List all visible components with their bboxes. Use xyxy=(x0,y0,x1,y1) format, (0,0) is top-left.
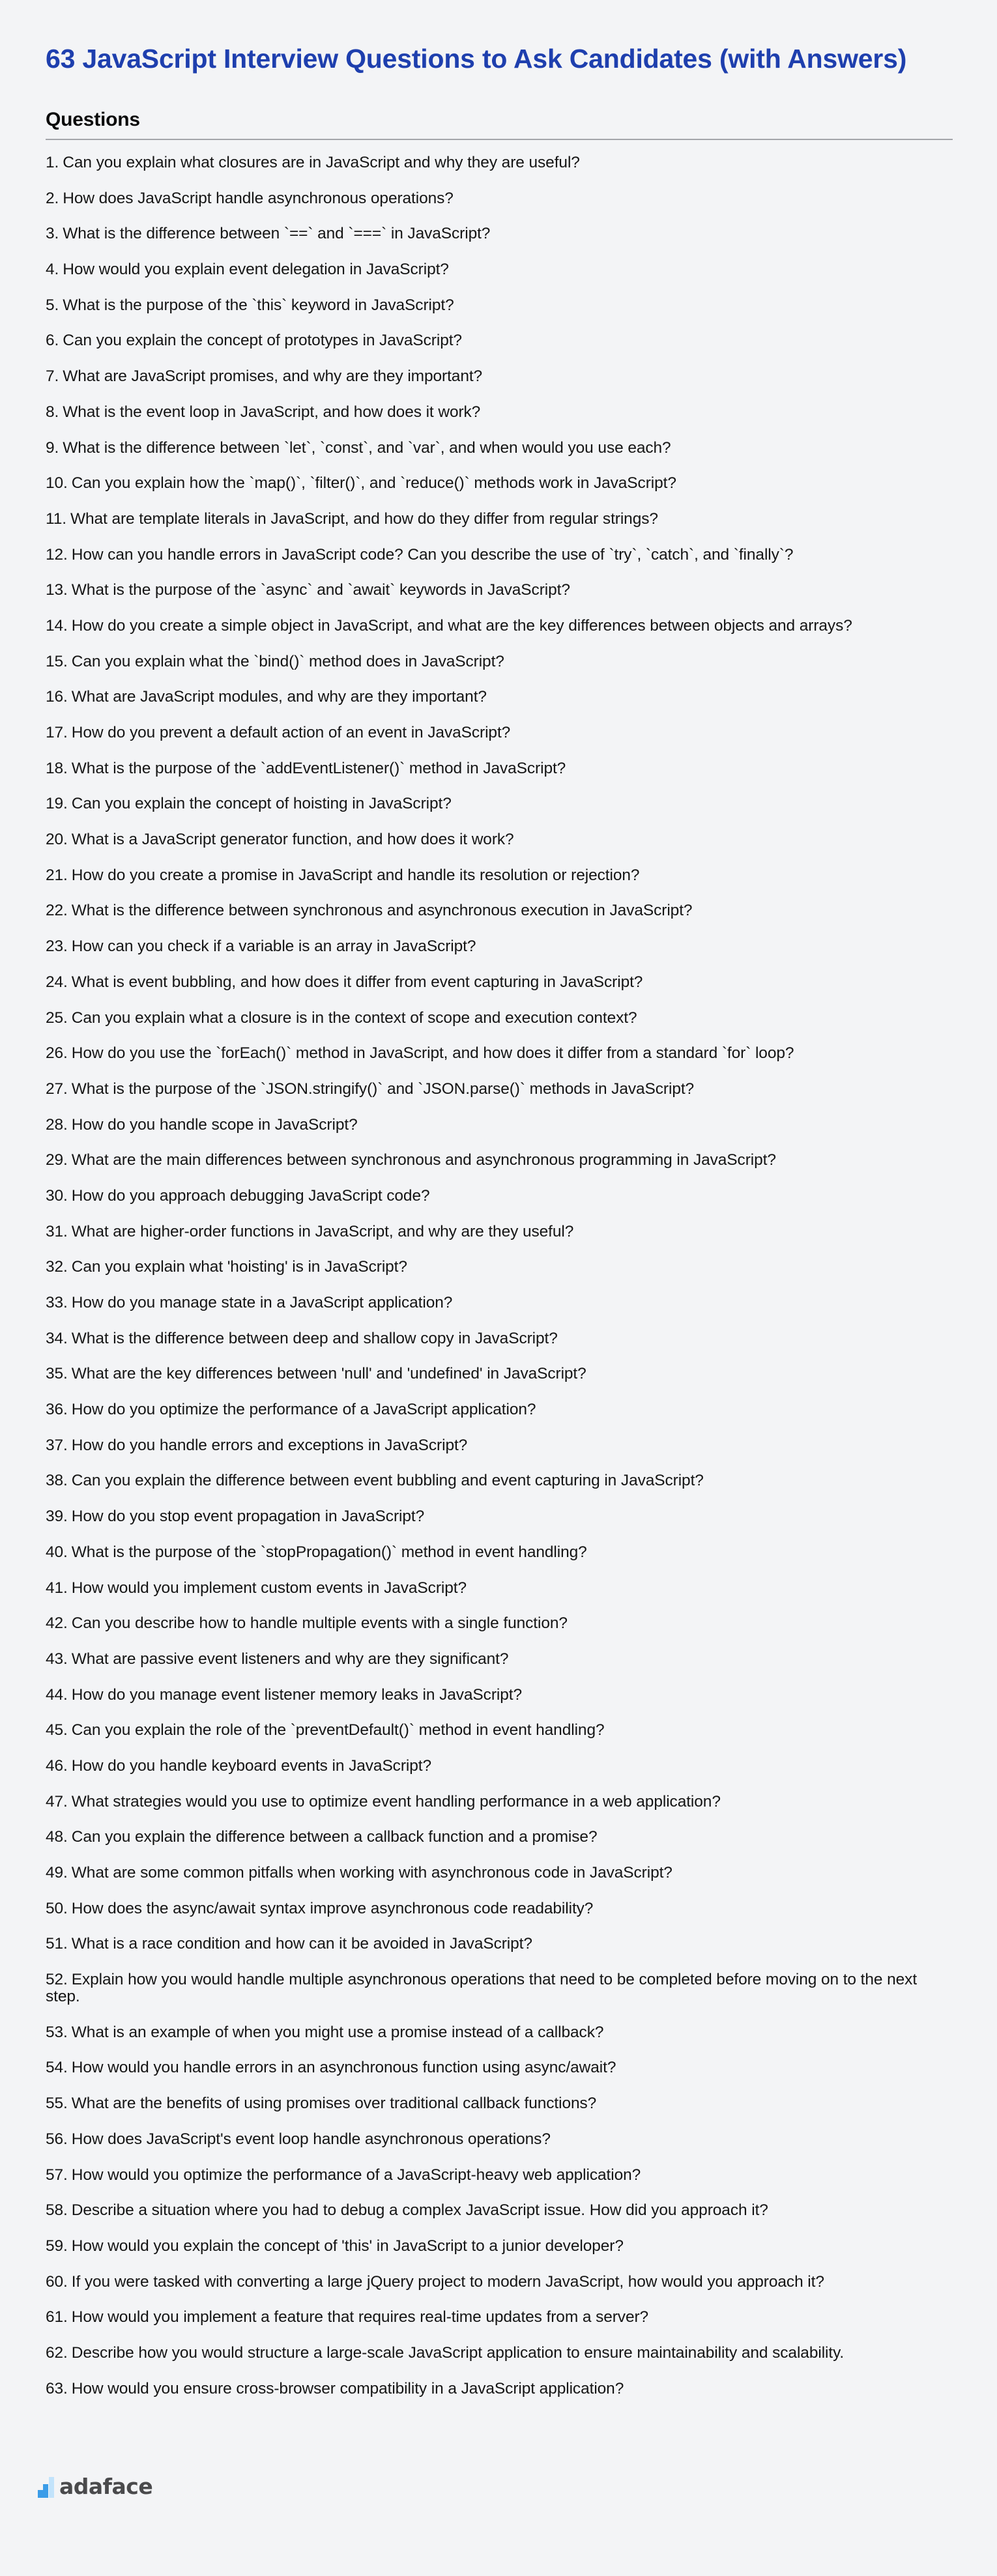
question-text: Describe a situation where you had to debug a complex JavaScript issue. How did you approach it? xyxy=(71,2201,768,2220)
question-item xyxy=(46,1722,953,1739)
question-number: 29. xyxy=(46,1151,68,1169)
question-item xyxy=(46,1010,953,1027)
question-item xyxy=(46,2381,953,2397)
question-text: What is an example of when you might use a promise instead of a callback? xyxy=(71,2023,604,2041)
question-number: 6. xyxy=(46,332,59,350)
question-number: 56. xyxy=(46,2130,68,2148)
question-item xyxy=(46,1295,953,1311)
question-item xyxy=(46,2095,953,2112)
question-item xyxy=(46,511,953,528)
question-number: 43. xyxy=(46,1650,68,1668)
question-number: 20. xyxy=(46,831,68,849)
question-text: If you were tasked with converting a large jQuery project to modern JavaScript, how would you approach it? xyxy=(71,2272,824,2291)
question-text: What is the difference between `let`, `const`, and `var`, and when would you use each? xyxy=(63,438,671,457)
question-text: How do you handle scope in JavaScript? xyxy=(71,1115,358,1134)
question-item xyxy=(46,1900,953,1917)
question-item xyxy=(46,1508,953,1525)
question-number: 31. xyxy=(46,1222,68,1240)
question-number: 32. xyxy=(46,1258,68,1276)
question-text: What are template literals in JavaScript, and how do they differ from regular strings? xyxy=(70,509,658,528)
page-title: 63 JavaScript Interview Questions to Ask Candidates (with Answers) xyxy=(46,44,907,74)
question-item xyxy=(46,154,953,171)
question-item xyxy=(46,440,953,457)
question-text: What are JavaScript modules, and why are they important? xyxy=(71,688,487,706)
question-text: How can you handle errors in JavaScript code? Can you describe the use of `try`, `catch`, and `finally`? xyxy=(71,545,794,564)
question-text: What are passive event listeners and why are they significant? xyxy=(71,1650,509,1668)
question-number: 9. xyxy=(46,438,59,457)
question-number: 8. xyxy=(46,403,59,421)
question-text: How do you create a simple object in JavaScript, and what are the key differences between objects and arrays? xyxy=(71,616,852,635)
question-number: 59. xyxy=(46,2237,68,2255)
question-number: 22. xyxy=(46,902,68,920)
question-text: Can you explain the difference between event bubbling and event capturing in JavaScript? xyxy=(71,1472,704,1490)
question-text: What is the purpose of the `JSON.stringify()` and `JSON.parse()` methods in JavaScript? xyxy=(71,1080,695,1098)
question-number: 7. xyxy=(46,367,59,386)
question-number: 36. xyxy=(46,1401,68,1419)
question-number: 15. xyxy=(46,652,68,670)
question-item xyxy=(46,2167,953,2184)
question-text: What is the purpose of the `stopPropagation()` method in event handling? xyxy=(71,1543,587,1561)
question-item xyxy=(46,1794,953,1810)
question-text: How does JavaScript's event loop handle asynchronous operations? xyxy=(71,2130,551,2148)
question-number: 44. xyxy=(46,1685,68,1704)
question-number: 30. xyxy=(46,1186,68,1205)
question-item xyxy=(46,2131,953,2148)
question-number: 35. xyxy=(46,1365,68,1383)
logo-bar-mid xyxy=(43,2484,48,2498)
question-number: 23. xyxy=(46,937,68,956)
question-item xyxy=(46,1045,953,1062)
questions-list xyxy=(46,154,953,2397)
question-item xyxy=(46,547,953,564)
question-text: Can you describe how to handle multiple events with a single function? xyxy=(71,1614,568,1633)
question-item xyxy=(46,724,953,741)
question-text: How do you approach debugging JavaScript code? xyxy=(71,1186,430,1205)
question-item xyxy=(46,1472,953,1489)
question-item xyxy=(46,225,953,242)
question-number: 4. xyxy=(46,261,59,279)
question-number: 28. xyxy=(46,1115,68,1134)
question-item xyxy=(46,1758,953,1775)
question-text: How would you handle errors in an asynchronous function using async/await? xyxy=(71,2059,616,2077)
question-item xyxy=(46,1366,953,1382)
section-heading-questions: Questions xyxy=(46,109,140,130)
question-number: 27. xyxy=(46,1080,68,1098)
question-number: 62. xyxy=(46,2343,68,2362)
question-text: Can you explain what the `bind()` method does in JavaScript? xyxy=(71,652,504,670)
question-text: What is the purpose of the `async` and `await` keywords in JavaScript? xyxy=(71,581,570,599)
question-text: Describe how you would structure a large-scale JavaScript application to ensure maintainability and scalability. xyxy=(71,2343,845,2362)
question-item xyxy=(46,2024,953,2041)
question-item xyxy=(46,938,953,955)
question-number: 61. xyxy=(46,2308,68,2326)
question-text: How can you check if a variable is an array in JavaScript? xyxy=(71,937,476,956)
question-text: How do you handle keyboard events in JavaScript? xyxy=(71,1756,431,1775)
question-item xyxy=(46,2309,953,2326)
question-item xyxy=(46,297,953,314)
question-number: 50. xyxy=(46,1899,68,1917)
question-number: 54. xyxy=(46,2059,68,2077)
question-text: How would you optimize the performance of a JavaScript-heavy web application? xyxy=(71,2166,641,2184)
question-item xyxy=(46,1936,953,1953)
question-item xyxy=(46,2274,953,2291)
question-number: 10. xyxy=(46,474,68,493)
question-item xyxy=(46,689,953,706)
question-text: What is the difference between deep and shallow copy in JavaScript? xyxy=(71,1329,558,1347)
question-item xyxy=(46,2202,953,2219)
question-text: What are the main differences between synchronous and asynchronous programming in JavaScript? xyxy=(71,1151,776,1169)
question-number: 21. xyxy=(46,866,68,884)
question-item xyxy=(46,618,953,635)
question-item xyxy=(46,1829,953,1846)
question-number: 48. xyxy=(46,1828,68,1846)
footer-logo[interactable] xyxy=(38,2474,152,2498)
question-number: 24. xyxy=(46,973,68,991)
question-number: 1. xyxy=(46,154,59,171)
question-text: What is the purpose of the `this` keyword in JavaScript? xyxy=(63,296,454,314)
question-text: Can you explain the concept of prototypes in JavaScript? xyxy=(63,332,462,350)
question-item xyxy=(46,1081,953,1098)
question-item xyxy=(46,867,953,884)
question-text: How do you prevent a default action of an event in JavaScript? xyxy=(71,724,511,741)
question-number: 26. xyxy=(46,1044,68,1063)
section-divider xyxy=(46,139,953,140)
question-number: 2. xyxy=(46,189,59,207)
question-text: How would you explain event delegation in JavaScript? xyxy=(63,261,449,279)
question-text: What strategies would you use to optimize event handling performance in a web application? xyxy=(71,1792,721,1810)
question-number: 58. xyxy=(46,2201,68,2220)
question-text: What is the difference between `==` and `===` in JavaScript? xyxy=(63,225,491,243)
question-text: Can you explain what 'hoisting' is in JavaScript? xyxy=(71,1258,407,1276)
question-number: 14. xyxy=(46,616,68,635)
question-number: 5. xyxy=(46,296,59,314)
question-number: 3. xyxy=(46,225,59,243)
question-item xyxy=(46,582,953,599)
question-item xyxy=(46,368,953,385)
question-text: Can you explain the concept of hoisting in JavaScript? xyxy=(71,795,452,813)
question-item xyxy=(46,1865,953,1882)
question-text: How would you implement custom events in JavaScript? xyxy=(71,1579,467,1597)
question-text: What is a JavaScript generator function, and how does it work? xyxy=(71,831,514,849)
question-text: How does the async/await syntax improve asynchronous code readability? xyxy=(71,1899,594,1917)
question-text: What are the key differences between 'null' and 'undefined' in JavaScript? xyxy=(71,1365,586,1383)
question-item xyxy=(46,1401,953,1418)
question-text: How do you use the `forEach()` method in JavaScript, and how does it differ from a standard `for` loop? xyxy=(71,1044,794,1063)
question-item xyxy=(46,1330,953,1347)
question-text: What are JavaScript promises, and why are they important? xyxy=(63,367,483,386)
question-item xyxy=(46,795,953,812)
question-number: 57. xyxy=(46,2166,68,2184)
question-item xyxy=(46,831,953,848)
question-text: How do you create a promise in JavaScript and handle its resolution or rejection? xyxy=(71,866,640,884)
logo-wordmark: adaface xyxy=(59,2474,153,2499)
bar-chart-logo-icon xyxy=(38,2477,55,2498)
question-item xyxy=(46,1259,953,1276)
question-text: How would you ensure cross-browser compatibility in a JavaScript application? xyxy=(71,2379,624,2397)
question-number: 25. xyxy=(46,1009,68,1027)
question-item xyxy=(46,1971,953,2005)
question-text: What is the event loop in JavaScript, and how does it work? xyxy=(63,403,481,421)
question-number: 16. xyxy=(46,688,68,706)
question-text: How would you implement a feature that requires real-time updates from a server? xyxy=(71,2308,649,2326)
question-text: How do you handle errors and exceptions in JavaScript? xyxy=(71,1436,468,1454)
question-item xyxy=(46,1437,953,1454)
question-item xyxy=(46,1687,953,1704)
question-item xyxy=(46,1188,953,1205)
question-text: Can you explain what a closure is in the context of scope and execution context? xyxy=(71,1009,637,1027)
question-number: 55. xyxy=(46,2095,68,2113)
question-text: How do you optimize the performance of a JavaScript application? xyxy=(71,1401,536,1419)
question-text: What is the difference between synchronous and asynchronous execution in JavaScript? xyxy=(71,902,693,920)
question-text: How does JavaScript handle asynchronous operations? xyxy=(63,189,454,207)
question-text: What are higher-order functions in JavaScript, and why are they useful? xyxy=(71,1222,574,1240)
question-item xyxy=(46,902,953,919)
question-text: Explain how you would handle multiple asynchronous operations that need to be completed before moving on to the next step. xyxy=(46,1971,918,2006)
question-text: What are some common pitfalls when working with asynchronous code in JavaScript? xyxy=(71,1864,672,1882)
question-item xyxy=(46,1651,953,1668)
question-text: What is the purpose of the `addEventListener()` method in JavaScript? xyxy=(71,759,566,777)
question-number: 45. xyxy=(46,1721,68,1739)
question-number: 11. xyxy=(46,509,66,528)
question-text: Can you explain the role of the `preventDefault()` method in event handling? xyxy=(71,1721,605,1739)
question-item xyxy=(46,1615,953,1632)
question-text: What is event bubbling, and how does it differ from event capturing in JavaScript? xyxy=(71,973,643,991)
question-item xyxy=(46,760,953,777)
question-item xyxy=(46,261,953,278)
question-item xyxy=(46,2238,953,2255)
question-item xyxy=(46,1224,953,1240)
question-item xyxy=(46,1544,953,1561)
question-text: What are the benefits of using promises over traditional callback functions? xyxy=(71,2095,597,2113)
question-text: How would you explain the concept of 'this' in JavaScript to a junior developer? xyxy=(71,2237,624,2255)
question-number: 42. xyxy=(46,1614,68,1633)
question-item xyxy=(46,2345,953,2362)
question-number: 34. xyxy=(46,1329,68,1347)
question-item xyxy=(46,332,953,349)
question-number: 38. xyxy=(46,1472,68,1490)
question-number: 41. xyxy=(46,1579,68,1597)
question-number: 39. xyxy=(46,1508,68,1526)
question-text: How do you manage state in a JavaScript application? xyxy=(71,1294,453,1311)
question-number: 19. xyxy=(46,795,68,813)
question-item xyxy=(46,190,953,207)
logo-bar-tall xyxy=(49,2477,54,2498)
question-text: How do you stop event propagation in JavaScript? xyxy=(71,1508,425,1526)
question-text: Can you explain the difference between a callback function and a promise? xyxy=(71,1828,598,1846)
question-number: 51. xyxy=(46,1935,68,1953)
question-item xyxy=(46,2059,953,2076)
question-text: Can you explain how the `map()`, `filter()`, and `reduce()` methods work in JavaScript? xyxy=(71,474,676,493)
question-item xyxy=(46,1580,953,1597)
question-item xyxy=(46,974,953,991)
question-item xyxy=(46,1152,953,1169)
question-number: 52. xyxy=(46,1971,68,1989)
question-text: What is a race condition and how can it be avoided in JavaScript? xyxy=(71,1935,532,1953)
question-number: 53. xyxy=(46,2023,68,2041)
question-text: How do you manage event listener memory leaks in JavaScript? xyxy=(71,1685,522,1704)
question-number: 17. xyxy=(46,724,68,741)
question-item xyxy=(46,653,953,670)
question-number: 18. xyxy=(46,759,68,777)
question-number: 60. xyxy=(46,2272,68,2291)
question-item xyxy=(46,1117,953,1134)
question-item xyxy=(46,404,953,421)
question-number: 63. xyxy=(46,2379,68,2397)
question-number: 47. xyxy=(46,1792,68,1810)
question-number: 12. xyxy=(46,545,68,564)
question-number: 49. xyxy=(46,1864,68,1882)
question-text: Can you explain what closures are in JavaScript and why they are useful? xyxy=(63,154,580,171)
question-number: 46. xyxy=(46,1756,68,1775)
question-item xyxy=(46,475,953,492)
question-number: 37. xyxy=(46,1436,68,1454)
question-number: 13. xyxy=(46,581,68,599)
question-number: 40. xyxy=(46,1543,68,1561)
question-number: 33. xyxy=(46,1294,68,1311)
